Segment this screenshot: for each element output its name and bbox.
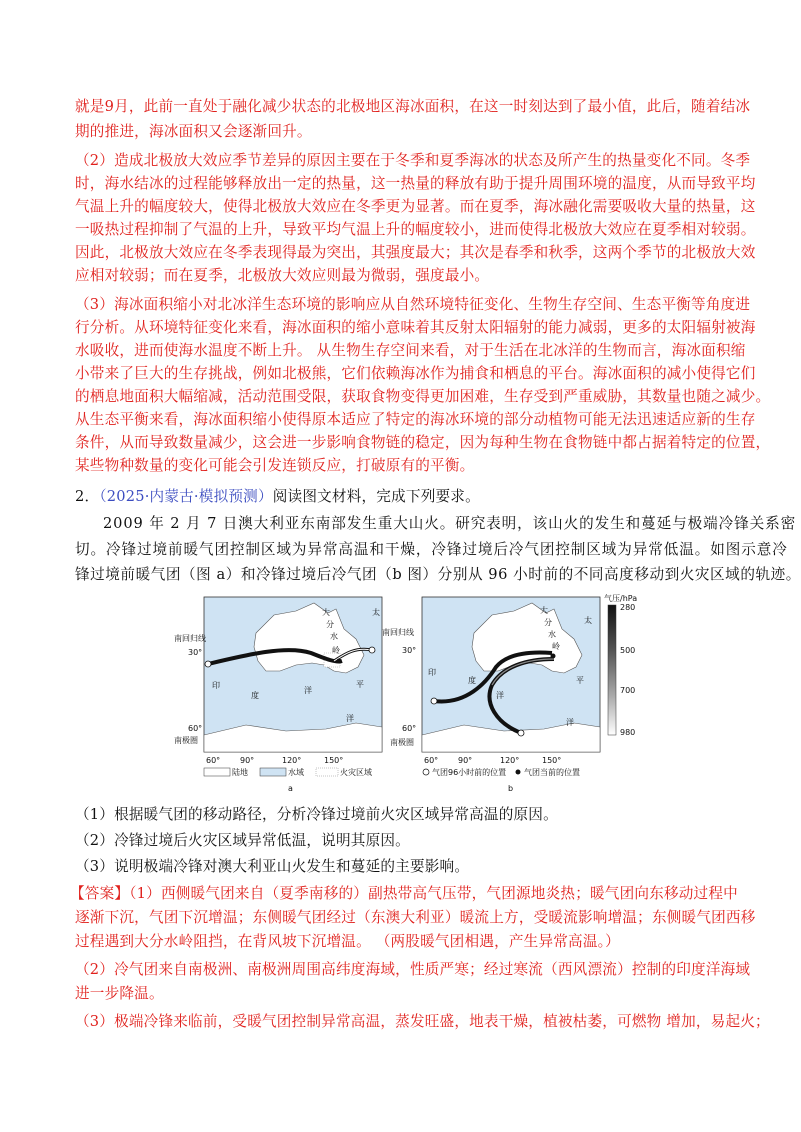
ocean-label: 洋 [304,686,312,695]
pressure-title: 气压/hPa [604,594,638,603]
ocean-label: 太 [372,608,380,617]
ocean-label: 印 [212,681,220,690]
latitude-label: 30° [188,648,203,657]
ocean-label: 太 [584,616,592,625]
pressure-tick: 700 [620,686,636,695]
answer-text-line: 时，海水结冰的过程能够释放出一定的热量，这一热量的释放有助于提升周围环境的温度，从而导致平均 [75,175,756,192]
answer-text-line: 应相对较弱；而在夏季，北极放大效应则最为微弱，强度最小。 [75,267,490,284]
longitude-label: 60° [206,756,221,765]
legend-start-label: 气团96小时前的位置 [432,768,507,777]
longitude-label: 120° [282,756,302,765]
range-label: 水 [330,632,338,641]
ocean-label: 平 [576,676,584,685]
ocean-label: 印 [428,668,436,677]
sub-question: （2）冷锋过境后火灾区域异常低温，说明其原因。 [75,832,410,849]
material-paragraph: 切。冷锋过境前暖气团控制区域为异常高温和干燥，冷锋过境后冷气团控制区域为异常低温。如图示意冷 [75,541,788,558]
answer-text-line: 行分析。从环境特征变化来看，海冰面积的缩小意味着其反射太阳辐射的能力减弱，更多的太阳辐射被海 [75,319,756,336]
pressure-tick: 500 [620,646,636,655]
map-label: a [288,784,293,793]
current-position-marker [337,659,342,664]
start-position-marker [518,730,524,736]
answer-line [70,883,738,905]
range-label: 分 [326,620,334,629]
pressure-legend [604,593,637,737]
map-b [382,597,600,793]
answer-text-line: 水吸收，进而使海水温度不断上升。 从生物生存空间来看，对于生活在北冰洋的生物而言，海冰面积缩 [75,342,746,359]
ocean-label: 度 [468,676,476,685]
material-paragraph: 锋过境前暖气团（图 a）和冷锋过境后冷气团（b 图）分别从 96 小时前的不同高度移动到火灾区域的轨迹。 [75,566,801,583]
air-mass-trajectory-figure [174,593,638,793]
longitude-label: 150° [324,756,344,765]
sub-question: （3）说明极端冷锋对澳大利亚山火发生和蔓延的主要影响。 [75,858,470,875]
answer-text-line: 某些物种数量的变化可能会引发连锁反应，打破原有的平衡。 [75,457,475,474]
answer-text-line: 一吸热过程抑制了气温的上升，导致平均气温上升的幅度较小，进而使得北极放大效应在夏季相对较弱。 [75,221,756,238]
polar-circle-label: 南极圈 [390,738,414,747]
longitude-label: 60° [424,756,439,765]
range-label: 岭 [552,642,560,651]
ocean-label: 度 [251,691,259,700]
map-a [174,597,382,793]
answer-line: 过程遇到大分水岭阻挡，在背风坡下沉增温。 （两股暖气团相遇，产生异常高温。） [75,933,620,950]
question-source: （2025·内蒙古·模拟预测） [99,488,273,505]
ocean-label: 洋 [346,714,354,723]
answer-text-line: 从生态平衡来看，海冰面积缩小使得原本适应了特定的海冰环境的部分动植物可能无法迅速适应新的生存 [75,411,756,428]
current-position-marker [551,654,556,659]
range-label: 岭 [332,646,340,655]
ocean-label: 洋 [496,691,504,700]
answer-line: （2）冷气团来自南极洲、南极洲周围高纬度海域，性质严寒；经过寒流（西风漂流）控制的印度洋海域 [75,961,751,978]
answer-tag: 【答案】 [70,885,130,902]
pressure-tick: 280 [620,603,636,612]
sub-question: （1）根据暖气团的移动路径，分析冷锋过境前火灾区域异常高温的原因。 [75,806,558,823]
answer-line: （3）极端冷锋来临前，受暖气团控制异常高温，蒸发旺盛，地表干燥，植被枯萎，可燃物 增加，易起火； [75,1013,770,1030]
question-instruction: 阅读图文材料，完成下列要求。 [272,488,480,505]
legend-water-label: 水域 [288,768,304,777]
longitude-label: 150° [542,756,562,765]
ocean-label: 平 [356,680,364,689]
answer-text-line: 期的推进，海冰面积又会逐渐回升。 [75,123,312,140]
question-header [75,486,480,508]
latitude-label: 30° [402,646,417,655]
polar-circle-label: 南极圈 [174,736,198,745]
answer-text-line: 气温上升的幅度较大，使得北极放大效应在冬季更为显著。而在夏季，海冰融化需要吸收大量的热量，这 [75,198,756,215]
longitude-label: 90° [458,756,473,765]
range-label: 分 [544,618,552,627]
tropic-label: 南回归线 [382,628,414,637]
legend-land-label: 陆地 [232,768,248,777]
longitude-label: 90° [240,756,255,765]
ocean-label: 洋 [566,718,574,727]
map-legend [204,767,580,777]
material-paragraph: 2009 年 2 月 7 日澳大利亚东南部发生重大山火。研究表明，该山火的发生和蔓延与极端冷锋关系密 [103,515,797,532]
start-position-marker [431,698,437,704]
start-position-marker [205,661,211,667]
map-label: b [508,784,514,793]
answer-text-line: 条件，从而导致数量减少，这会进一步影响食物链的稳定，因为每种生物在食物链中都占据着特定的位置， [75,434,771,451]
longitude-label: 120° [500,756,520,765]
start-position-marker [369,647,375,653]
answer-line: 逐渐下沉，气团下沉增温；东侧暖气团经过（东澳大利亚）暖流上方，受暖流影响增温；东侧暖气团西移 [75,909,756,926]
latitude-label: 60° [402,724,417,733]
latitude-label: 60° [188,724,203,733]
answer-text-line: 就是9月，此前一直处于融化减少状态的北极地区海冰面积，在这一时刻达到了最小值，此后，随着结冰 [75,98,751,115]
answer-line: 进一步降温。 [75,985,164,1002]
answer-text-line: 的栖息地面积大幅缩减，活动范围受限，获取食物变得更加困难，生存受到严重威胁，其数量也随之减少。 [75,388,771,405]
pressure-tick: 980 [620,728,636,737]
answer-text-line: 因此，北极放大效应在冬季表现得最为突出，其强度最大；其次是春季和秋季，这两个季节的北极放大效 [75,244,756,261]
answer-text-line: （2）造成北极放大效应季节差异的原因主要在于冬季和夏季海冰的状态及所产生的热量变化不同。冬季 [75,152,751,169]
range-label: 大 [322,608,330,617]
answer-text-line: 小带来了巨大的生存挑战，例如北极熊，它们依赖海冰作为捕食和栖息的平台。海冰面积的减小使得它们 [75,365,756,382]
answer-text: （1）西侧暖气团来自（夏季南移的）副热带高气压带，气团源地炎热；暖气团向东移动过程中 [129,885,738,902]
range-label: 大 [540,606,548,615]
answer-text-line: （3）海冰面积缩小对北冰洋生态环境的影响应从自然环境特征变化、生物生存空间、生态平衡等角度进 [75,296,751,313]
question-number: 2． [75,488,100,505]
legend-end-label: 气团当前的位置 [524,768,580,777]
tropic-label: 南回归线 [174,634,206,643]
range-label: 水 [548,630,556,639]
legend-fire-label: 火灾区域 [340,768,372,777]
